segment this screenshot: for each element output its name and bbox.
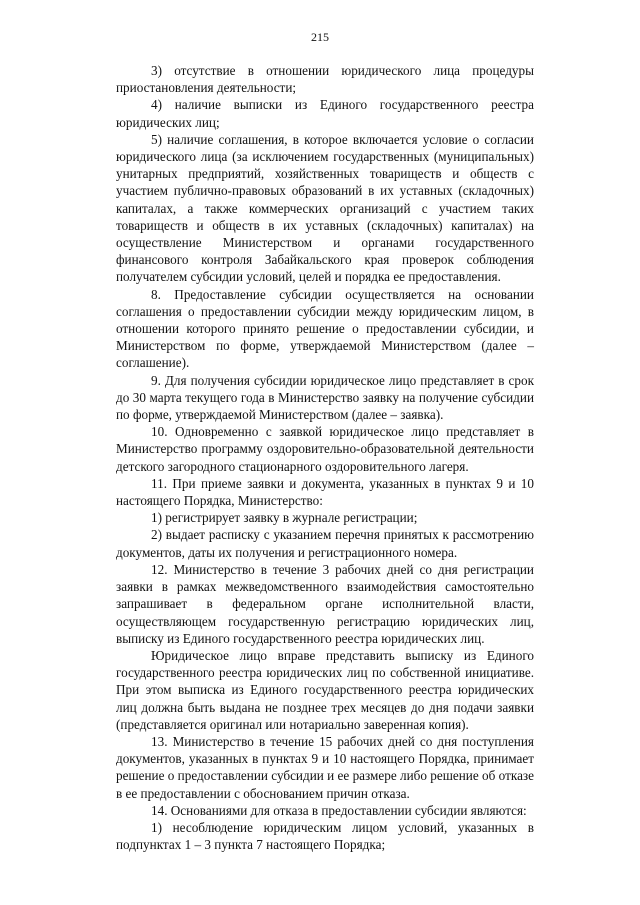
paragraph-12: 12. Министерство в течение 3 рабочих дней со дня регистрации заявки в рамках межведомственного взаимодействия самостоятельно запрашивает в федеральном органе исполнительной власти, осуществляющем государственную регистрацию юридических лиц, выписку из Единого государственного реестра юридических лиц. xyxy=(116,561,534,646)
paragraph-14: 14. Основаниями для отказа в предоставлении субсидии являются: xyxy=(151,802,527,818)
paragraph-13: 13. Министерство в течение 15 рабочих дней со дня поступления документов, указанных в пунктах 9 и 10 настоящего Порядка, принимает решение о предоставлении субсидии и ее размере либо решение об отказе в ее предоставлении с обоснованием причин отказа. xyxy=(116,733,534,801)
paragraph-9: 9. Для получения субсидии юридическое лицо представляет в срок до 30 марта текущего года в Министерство заявку на получение субсидии по форме, утверждаемой Министерством (далее – заявка). xyxy=(116,372,534,423)
paragraph-8: 8. Предоставление субсидии осуществляется на основании соглашения о предоставлении субсидии между юридическим лицом, в отношении которого принято решение о предоставлении субсидии, и Министерством по форме, утверждаемой Министерством (далее – соглашение). xyxy=(116,286,534,371)
paragraph-14-1: 1) несоблюдение юридическим лицом условий, указанных в подпунктах 1 – 3 пункта 7 настоящего Порядка; xyxy=(116,819,534,853)
paragraph-11: 11. При приеме заявки и документа, указанных в пунктах 9 и 10 настоящего Порядка, Министерство: xyxy=(116,475,534,509)
paragraph-5: 5) наличие соглашения, в которое включается условие о согласии юридического лица (за исключением государственных (муниципальных) унитарных предприятий, хозяйственных товариществ и обществ с участием публично-правовых образований в их уставных (складочных) капиталах, а также коммерческих организаций с участием таких товариществ и обществ в их уставных (складочных) капиталах) на осуществление Министерством и органами государственного финансового контроля Забайкальского края проверок соблюдения получателем субсидии условий, целей и порядка ее предоставления. xyxy=(116,131,534,285)
paragraph-12-note: Юридическое лицо вправе представить выписку из Единого государственного реестра юридических лиц по собственной инициативе. При этом выписка из Единого государственного реестра юридических лиц должна быть выдана не позднее трех месяцев до дня подачи заявки (представляется оригинал или нотариально заверенная копия). xyxy=(116,647,534,732)
document-body xyxy=(116,62,534,853)
paragraph-11-2: 2) выдает расписку с указанием перечня принятых к рассмотрению документов, даты их получения и регистрационного номера. xyxy=(116,527,534,560)
paragraph-10: 10. Одновременно с заявкой юридическое лицо представляет в Министерство программу оздоровительно-образовательной деятельности детского загородного стационарного оздоровительного лагеря. xyxy=(116,424,534,474)
page-number: 215 xyxy=(311,30,329,44)
paragraph-3: 3) отсутствие в отношении юридического лица процедуры приостановления деятельности; xyxy=(116,63,534,96)
paragraph-11-1: 1) регистрирует заявку в журнале регистрации; xyxy=(151,510,418,526)
paragraph-4: 4) наличие выписки из Единого государственного реестра юридических лиц; xyxy=(116,97,534,130)
